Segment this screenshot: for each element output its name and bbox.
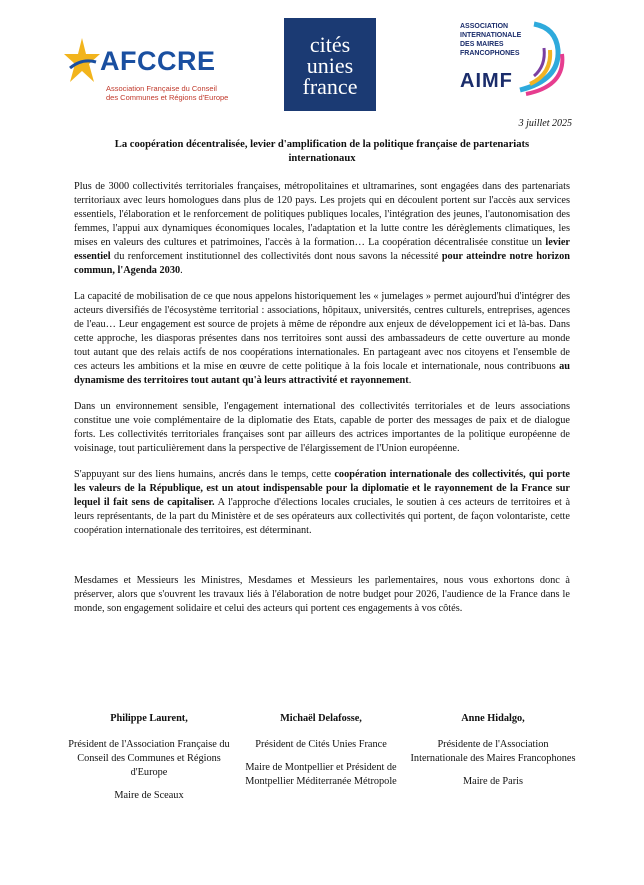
paragraph-emphasis: coopération internationale des collectivités, qui porte les valeurs de la République, est un atout indispensable pour la diplomatie et le rayonnement de la France sur lequel il fait sens de capitaliser. (74, 469, 571, 508)
aimf-caption-line: ASSOCIATION (460, 23, 509, 30)
signatory-mandate: Maire de Montpellier et Président de Montpellier Méditerranée Métropole (245, 762, 397, 787)
cites-logo-line: cités (309, 32, 351, 57)
aimf-caption-line: INTERNATIONALE (460, 32, 522, 39)
signatory-role: Président de Cités Unies France (255, 739, 387, 750)
afccre-logo (62, 32, 252, 112)
paragraph: Dans un environnement sensible, l'engagement international des collectivités territoriales et de leurs associations constitue une voie complémentaire de la diplomatie des Etats, capable de porter des messages de paix et de dialogue forts. Les collectivités territoriales françaises sont par ailleurs des actrices importantes de la politique européenne de voisinage, tout particulièrement dans la perspective de l'élargissement de l'Union européenne. (74, 401, 570, 454)
paragraph-text: du renforcement institutionnel des collectivités dont nous savons la nécessité (110, 251, 442, 262)
paragraph-text: . (408, 375, 412, 386)
paragraph-text: . (180, 265, 183, 276)
paragraph-text: La capacité de mobilisation de ce que nous appelons historiquement les « jumelages » permet aujourd'hui d'intégrer des acteurs diversifiés de l'écosystème territorial : associations, hôpitaux, universités, centres culturels, entreprises, agences de l'eau… Leur engagement est source de projets à même de répondre aux enjeux de développement ici et là-bas. Dans cette approche, les diasporas présentes dans nos territoires sont aussi des ambassadeurs de cette ouverture au monde tout autant que des relais actifs de nos coopérations internationales. En partageant avec nos citoyens et l'ensemble de ces acteurs les ambitions et la mise en œuvre de cette politique à la fois locale et internationale, nous contribuons (74, 291, 570, 372)
paragraph (74, 290, 570, 388)
paragraph (74, 180, 570, 278)
aimf-name: AIMF (460, 70, 513, 92)
signatory-name: Anne Hidalgo, (461, 713, 525, 724)
signature (64, 712, 234, 803)
afccre-subtitle-line: des Communes et Régions d'Europe (106, 93, 229, 102)
paragraph-text: Plus de 3000 collectivités territoriales françaises, métropolitaines et ultramarines, sont engagées dans des partenariats territoriaux avec leurs homologues dans plus de 120 pays. Les projets qui en découlent portent sur l'accès aux services essentiels, l'élaboration et le renforcement de politiques publiques locales, l'intégration des jeunes, l'autonomisation des femmes, l'appui aux dynamiques économiques locales, l'adaptation et la lutte contre les dérèglements climatiques, les mises en valeurs des cultures et patrimoines, l'accès à la formation… La coopération décentralisée constitue un (74, 181, 570, 248)
signatory-name: Michaël Delafosse, (280, 713, 362, 724)
paragraph-text: S'appuyant sur des liens humains, ancrés dans le temps, cette (74, 469, 335, 480)
afccre-subtitle (106, 84, 228, 102)
afccre-subtitle-line: Association Française du Conseil (106, 84, 217, 93)
paragraph-emphasis: levier essentiel (74, 237, 570, 262)
star-icon (64, 38, 100, 84)
aimf-caption (460, 22, 521, 58)
paragraph-emphasis: pour atteindre notre horizon commun, l'Agenda 2030 (74, 251, 570, 276)
document-title: La coopération décentralisée, levier d'amplification de la politique française de partenariats internationaux (114, 139, 530, 164)
aimf-caption-line: FRANCOPHONES (460, 50, 520, 57)
cites-unies-france-logo (284, 18, 376, 111)
signature (408, 712, 578, 789)
logo-bar (0, 18, 644, 114)
paragraph: Mesdames et Messieurs les Ministres, Mesdames et Messieurs les parlementaires, nous vous exhortons donc à préserver, alors que s'ouvrent les travaux liés à l'élaboration de notre budget pour 2026, l'audience de la France dans le monde, son engagement solidaire et celui des acteurs qui portent ces engagements à vos côtés. (74, 575, 570, 614)
paragraph (74, 468, 570, 538)
cites-logo-line: france (302, 74, 358, 99)
signature (236, 712, 406, 789)
aimf-logo (452, 18, 562, 113)
aimf-caption-line: DES MAIRES (460, 41, 504, 48)
signatory-mandate: Maire de Paris (462, 776, 524, 787)
afccre-name: AFCCRE (100, 46, 216, 76)
document-date: 3 juillet 2025 (518, 118, 572, 129)
signatory-role: Présidente de l'Association Internationale des Maires Francophones (410, 739, 576, 764)
cites-logo-line: unies (306, 53, 354, 78)
signatory-name: Philippe Laurent, (110, 713, 188, 724)
paragraph-emphasis: au dynamisme des territoires tout autant qu'à leurs attractivité et rayonnement (74, 361, 570, 386)
signatory-mandate: Maire de Sceaux (114, 790, 184, 801)
signatory-role: Président de l'Association Française du Conseil des Communes et Régions d'Europe (68, 739, 230, 778)
document-body (74, 180, 570, 628)
paragraph-text: A l'approche d'élections locales cruciales, le soutien à ces acteurs de territoires et à leurs représentants, de la part du Ministère et de ses opérateurs aux collectivités qui portent, de façon volontariste, cette coopération internationale des territoires, est déterminant. (74, 497, 571, 536)
